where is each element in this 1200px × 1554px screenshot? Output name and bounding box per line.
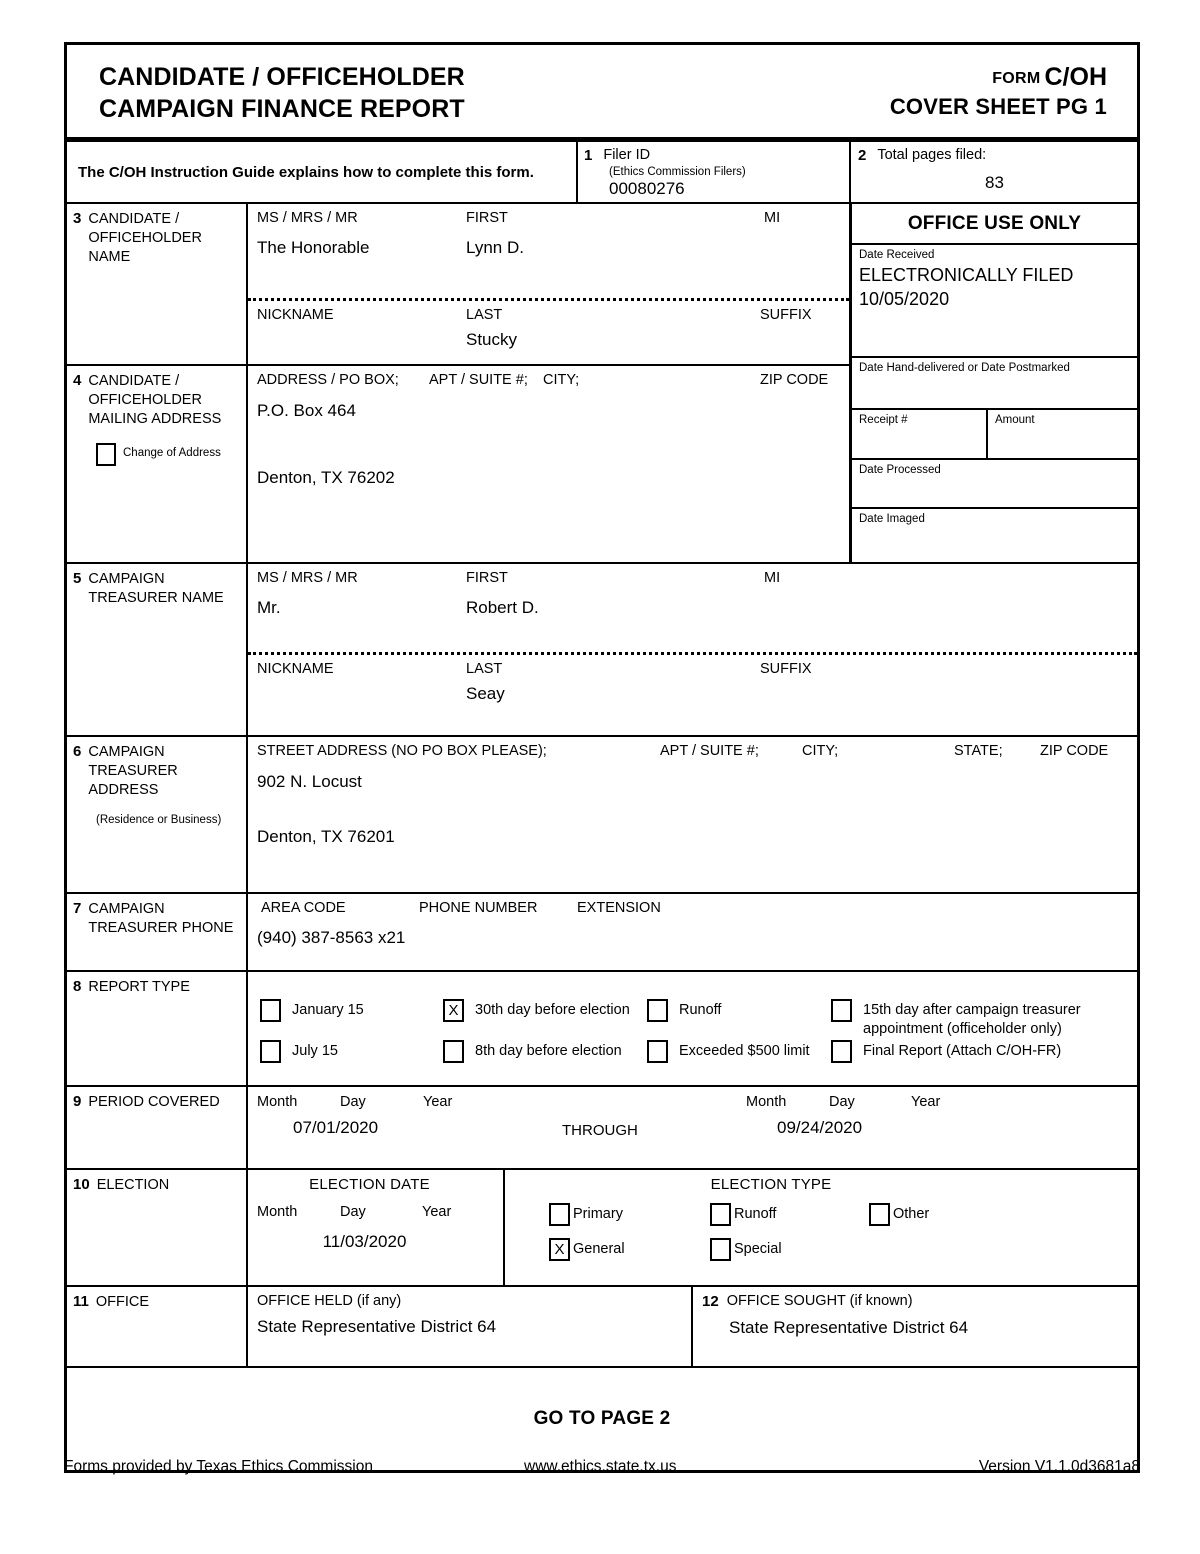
- treasurer-address-label-wrap: [73, 743, 242, 800]
- candidate-hdr-nickname: NICKNAME: [257, 307, 334, 323]
- report-type-label-8th-day: 8th day before election: [475, 1043, 622, 1059]
- total-pages-cell: [851, 142, 1137, 202]
- office-held-value[interactable]: State Representative District 64: [257, 1317, 497, 1336]
- office-sought-label: OFFICE SOUGHT (if known): [726, 1293, 913, 1309]
- page-title: [99, 61, 465, 125]
- title-line-2: CAMPAIGN FINANCE REPORT: [99, 95, 465, 123]
- election-type-label-primary: Primary: [573, 1206, 623, 1222]
- treasurer-phone-label-wrap: [73, 900, 242, 938]
- report-type-label-wrap: [73, 978, 242, 997]
- election-type-option-primary[interactable]: [549, 1203, 623, 1226]
- candidate-name-row: [67, 204, 849, 366]
- report-type-checkbox-final-report[interactable]: [831, 1040, 852, 1063]
- candidate-hdr-last: LAST: [466, 307, 503, 323]
- candidate-hdr-suffix: SUFFIX: [760, 307, 812, 323]
- treasurer-address-row: [67, 737, 1137, 894]
- treasurer-name-headers-bottom: [257, 661, 1129, 681]
- election-type-checkbox-primary[interactable]: [549, 1203, 570, 1226]
- candidate-name-bottom: [248, 301, 849, 356]
- footer-center-text: www.ethics.state.tx.us: [524, 1458, 677, 1475]
- treasurer-address-label: CAMPAIGN TREASURER ADDRESS: [88, 744, 178, 799]
- treasurer-name-label-cell: [67, 564, 248, 735]
- phone-hdr-extension: EXTENSION: [577, 900, 661, 916]
- period-hdr-month-from: Month: [257, 1094, 298, 1110]
- candidate-name-label-wrap: [73, 210, 242, 267]
- treasurer-name-label: CAMPAIGN TREASURER NAME: [88, 571, 224, 607]
- election-hdr-day: Day: [340, 1204, 366, 1220]
- treasurer-address-line-2[interactable]: Denton, TX 76201: [257, 827, 395, 846]
- go-to-page-text: GO TO PAGE 2: [533, 1408, 671, 1429]
- footer-right-text: Version V1.1.0d3681a8: [978, 1458, 1140, 1475]
- office-held-label: OFFICE HELD (if any): [257, 1293, 402, 1309]
- election-type-cell: [505, 1170, 1137, 1285]
- candidate-val-last[interactable]: Stucky: [466, 330, 518, 349]
- treasurer-phone-number: 7: [73, 900, 82, 917]
- treasurer-hdr-suffix: SUFFIX: [760, 661, 812, 677]
- form-header: [67, 45, 1137, 137]
- report-type-checkbox-8th-day[interactable]: [443, 1040, 464, 1063]
- mailing-address-label: CANDIDATE / OFFICEHOLDER MAILING ADDRESS: [88, 373, 222, 428]
- treasurer-phone-label: CAMPAIGN TREASURER PHONE: [88, 901, 234, 937]
- date-received-box: [852, 245, 1137, 358]
- election-type-label-other: Other: [893, 1206, 930, 1222]
- candidate-name-fields: [248, 204, 849, 364]
- treasurer-phone-value[interactable]: (940) 387-8563 x21: [257, 928, 406, 947]
- filer-id-sublabel: (Ethics Commission Filers): [609, 166, 746, 178]
- treasurer-hdr-zip: ZIP CODE: [1040, 743, 1109, 759]
- treasurer-hdr-state: STATE;: [954, 743, 1003, 759]
- office-sought-heading: [702, 1293, 1129, 1310]
- treasurer-name-values-bottom: [257, 684, 1129, 710]
- period-covered-label: PERIOD COVERED: [88, 1094, 220, 1110]
- instruction-guide-cell: [67, 142, 578, 202]
- receipt-amount-box: [852, 410, 1137, 460]
- treasurer-hdr-city: CITY;: [802, 743, 839, 759]
- report-type-checkbox-january-15[interactable]: [260, 999, 281, 1022]
- candidate-name-label-cell: [67, 204, 248, 364]
- treasurer-name-fields: [248, 564, 1137, 735]
- period-hdr-year-from: Year: [423, 1094, 453, 1110]
- election-number: 10: [73, 1176, 90, 1193]
- date-hand-delivered-label: Date Hand-delivered or Date Postmarked: [859, 362, 1070, 374]
- amount-cell: [988, 410, 1137, 458]
- report-type-label-july-15: July 15: [292, 1043, 338, 1059]
- date-hand-delivered-box: [852, 358, 1137, 410]
- report-type-checkbox-15th-day[interactable]: [831, 999, 852, 1022]
- filer-id-cell: [578, 142, 851, 202]
- report-type-label-15th-day: 15th day after campaign treasurer appointment (officeholder only): [863, 1002, 1081, 1038]
- date-processed-box: [852, 460, 1137, 509]
- date-received-label: Date Received: [859, 249, 935, 261]
- change-of-address-label: Change of Address: [123, 447, 221, 460]
- total-pages-number: 2: [858, 147, 867, 164]
- report-type-option-january-15[interactable]: [260, 999, 440, 1022]
- date-imaged-label: Date Imaged: [859, 513, 925, 525]
- treasurer-phone-row: [67, 894, 1137, 972]
- election-type-label-runoff: Runoff: [734, 1206, 777, 1222]
- treasurer-name-row: [67, 564, 1137, 737]
- report-type-label-january-15: January 15: [292, 1002, 364, 1018]
- form-word-label: FORM: [992, 70, 1041, 87]
- candidate-name-top: [248, 204, 849, 298]
- period-covered-row: [67, 1087, 1137, 1170]
- office-row: [67, 1287, 1137, 1368]
- name-and-address-block: [67, 204, 1137, 564]
- change-of-address-checkbox[interactable]: [96, 443, 116, 466]
- office-label-cell: [67, 1287, 248, 1366]
- title-line-1: CANDIDATE / OFFICEHOLDER: [99, 63, 465, 91]
- period-covered-values: [257, 1118, 1129, 1148]
- mailing-hdr-zip: ZIP CODE: [760, 372, 829, 388]
- mailing-hdr-city: CITY;: [543, 372, 580, 388]
- office-use-only-panel: [849, 204, 1137, 562]
- mailing-address-fields: [248, 366, 849, 562]
- treasurer-hdr-nickname: NICKNAME: [257, 661, 334, 677]
- mailing-address-label-wrap: [73, 372, 242, 429]
- report-type-checkbox-30th-day[interactable]: X: [443, 999, 464, 1022]
- report-type-option-8th-day[interactable]: [443, 1040, 653, 1063]
- candidate-name-values-bottom: [257, 330, 841, 356]
- report-type-label-final-report: Final Report (Attach C/OH-FR): [863, 1043, 1062, 1059]
- office-number: 11: [73, 1293, 89, 1310]
- mailing-address-row: [67, 366, 849, 562]
- mailing-address-number: 4: [73, 372, 82, 389]
- filer-id-label: Filer ID: [603, 147, 651, 163]
- treasurer-hdr-first: FIRST: [466, 570, 508, 586]
- office-sought-cell: [693, 1287, 1137, 1366]
- election-label-wrap: [73, 1176, 242, 1195]
- mailing-address-headers: [257, 372, 841, 392]
- report-type-checkbox-exceeded-500[interactable]: [647, 1040, 668, 1063]
- mailing-address-line-1[interactable]: P.O. Box 464: [257, 401, 356, 420]
- treasurer-name-headers-top: [257, 570, 1129, 590]
- form-code: C/OH: [1044, 63, 1107, 91]
- election-type-checkbox-general[interactable]: X: [549, 1238, 570, 1261]
- report-type-label-exceeded-500: Exceeded $500 limit: [679, 1043, 810, 1059]
- candidate-hdr-title: MS / MRS / MR: [257, 210, 358, 226]
- amount-label: Amount: [995, 414, 1035, 426]
- report-type-option-exceeded-500[interactable]: [647, 1040, 827, 1063]
- treasurer-name-bottom: [248, 655, 1137, 710]
- report-type-option-july-15[interactable]: [260, 1040, 440, 1063]
- election-type-option-runoff[interactable]: [710, 1203, 776, 1226]
- date-processed-label: Date Processed: [859, 464, 941, 476]
- candidate-name-headers-top: [257, 210, 841, 230]
- period-covered-number: 9: [73, 1093, 82, 1110]
- election-type-checkbox-runoff[interactable]: [710, 1203, 731, 1226]
- election-type-checkbox-other[interactable]: [869, 1203, 890, 1226]
- election-type-option-other[interactable]: [869, 1203, 929, 1226]
- filer-id-number: 1: [584, 147, 593, 164]
- treasurer-hdr-last: LAST: [466, 661, 503, 677]
- receipt-label: Receipt #: [859, 414, 908, 426]
- period-covered-headers: [257, 1094, 1129, 1118]
- office-sought-value[interactable]: State Representative District 64: [729, 1318, 969, 1337]
- election-type-options: [505, 1203, 1137, 1289]
- report-type-label-runoff: Runoff: [679, 1002, 722, 1018]
- election-label-cell: [67, 1170, 248, 1285]
- report-type-row: [67, 972, 1137, 1087]
- election-date-cell: [248, 1170, 505, 1285]
- form-identifier: [890, 61, 1107, 121]
- report-type-checkbox-july-15[interactable]: [260, 1040, 281, 1063]
- report-type-option-30th-day[interactable]: [443, 999, 653, 1022]
- period-through-label: THROUGH: [562, 1122, 638, 1139]
- period-from-value[interactable]: 07/01/2020: [293, 1118, 379, 1137]
- receipt-cell: [852, 410, 988, 458]
- treasurer-address-label-cell: [67, 737, 248, 892]
- report-type-option-15th-day[interactable]: [831, 999, 1086, 1040]
- election-type-option-general[interactable]: [549, 1238, 625, 1261]
- treasurer-address-line-1[interactable]: 902 N. Locust: [257, 772, 362, 791]
- report-type-label: REPORT TYPE: [88, 979, 190, 995]
- treasurer-val-first[interactable]: Robert D.: [466, 598, 539, 617]
- candidate-hdr-mi: MI: [764, 210, 781, 226]
- period-hdr-day-to: Day: [829, 1094, 855, 1110]
- candidate-hdr-first: FIRST: [466, 210, 508, 226]
- instruction-guide-text: The C/OH Instruction Guide explains how to complete this form.: [78, 163, 534, 181]
- election-date-headers: [248, 1204, 503, 1228]
- candidate-name-number: 3: [73, 210, 82, 227]
- mailing-address-label-cell: [67, 366, 248, 562]
- filer-id-value: 00080276: [609, 179, 685, 198]
- treasurer-phone-headers: [261, 900, 1129, 920]
- period-hdr-day-from: Day: [340, 1094, 366, 1110]
- date-received-value-line-2: 10/05/2020: [859, 288, 950, 309]
- candidate-name-values-top: [257, 238, 841, 264]
- treasurer-phone-fields: [248, 894, 1137, 970]
- report-type-number: 8: [73, 978, 82, 995]
- report-type-label-30th-day: 30th day before election: [475, 1002, 630, 1018]
- total-pages-value: 83: [985, 173, 1004, 192]
- election-row: [67, 1170, 1137, 1287]
- candidate-val-title[interactable]: The Honorable: [257, 238, 370, 257]
- office-use-only-title: OFFICE USE ONLY: [852, 204, 1137, 245]
- change-of-address-row[interactable]: [96, 443, 242, 466]
- period-hdr-year-to: Year: [911, 1094, 941, 1110]
- report-type-option-final-report[interactable]: [831, 1040, 1086, 1063]
- phone-hdr-number: PHONE NUMBER: [419, 900, 538, 916]
- treasurer-name-top: [248, 564, 1137, 652]
- form-frame: [64, 42, 1140, 1473]
- treasurer-val-last[interactable]: Seay: [466, 684, 505, 703]
- report-type-label-cell: [67, 972, 248, 1085]
- mailing-hdr-apt: APT / SUITE #;: [429, 372, 528, 388]
- date-imaged-box: [852, 509, 1137, 559]
- election-type-option-special[interactable]: [710, 1238, 782, 1261]
- office-label-wrap: [73, 1293, 242, 1312]
- treasurer-val-title[interactable]: Mr.: [257, 598, 281, 617]
- election-type-heading: ELECTION TYPE: [710, 1176, 832, 1193]
- election-type-label-general: General: [573, 1241, 625, 1257]
- election-hdr-year: Year: [422, 1204, 452, 1220]
- election-label: ELECTION: [96, 1177, 170, 1193]
- office-sought-number: 12: [702, 1293, 719, 1310]
- cover-sheet-label: COVER SHEET PG 1: [889, 94, 1107, 119]
- treasurer-hdr-apt: APT / SUITE #;: [660, 743, 759, 759]
- office-held-cell: [248, 1287, 693, 1366]
- election-type-checkbox-special[interactable]: [710, 1238, 731, 1261]
- treasurer-name-number: 5: [73, 570, 82, 587]
- office-held-heading: [257, 1293, 683, 1309]
- date-received-value-line-1: ELECTRONICALLY FILED: [859, 265, 1074, 285]
- period-covered-fields: [248, 1087, 1137, 1168]
- candidate-name-label: CANDIDATE / OFFICEHOLDER NAME: [88, 211, 202, 266]
- election-date-value[interactable]: 11/03/2020: [322, 1232, 407, 1251]
- period-covered-label-wrap: [73, 1093, 242, 1112]
- treasurer-address-fields: [248, 737, 1137, 892]
- period-to-value[interactable]: 09/24/2020: [777, 1118, 863, 1137]
- treasurer-address-sublabel: (Residence or Business): [96, 814, 222, 827]
- treasurer-hdr-mi: MI: [764, 570, 781, 586]
- candidate-name-headers-bottom: [257, 307, 841, 327]
- election-hdr-month: Month: [257, 1204, 298, 1220]
- instruction-row: [67, 142, 1137, 204]
- election-type-label-special: Special: [734, 1241, 782, 1257]
- treasurer-hdr-street: STREET ADDRESS (NO PO BOX PLEASE);: [257, 743, 547, 759]
- report-type-checkbox-runoff[interactable]: [647, 999, 668, 1022]
- mailing-hdr-address: ADDRESS / PO BOX;: [257, 372, 399, 388]
- sections-3-4-left: [67, 204, 849, 562]
- page-footer: [64, 1458, 1140, 1476]
- phone-hdr-area: AREA CODE: [261, 900, 346, 916]
- report-type-options: [248, 972, 1137, 1085]
- go-to-page-row: [67, 1368, 1137, 1470]
- period-hdr-month-to: Month: [746, 1094, 787, 1110]
- treasurer-name-label-wrap: [73, 570, 242, 608]
- treasurer-name-values-top: [257, 598, 1129, 624]
- office-label: OFFICE: [95, 1294, 150, 1310]
- filer-id-heading: [584, 147, 843, 164]
- period-covered-label-cell: [67, 1087, 248, 1168]
- candidate-val-first[interactable]: Lynn D.: [466, 238, 524, 257]
- mailing-address-line-2[interactable]: Denton, TX 76202: [257, 468, 395, 487]
- election-date-heading: ELECTION DATE: [309, 1176, 430, 1193]
- treasurer-address-headers: [257, 743, 1129, 763]
- treasurer-address-number: 6: [73, 743, 82, 760]
- treasurer-hdr-title: MS / MRS / MR: [257, 570, 358, 586]
- total-pages-label: Total pages filed:: [877, 147, 987, 163]
- footer-left-text: Forms provided by Texas Ethics Commission: [64, 1458, 373, 1475]
- report-type-option-runoff[interactable]: [647, 999, 817, 1022]
- total-pages-heading: [858, 147, 1131, 164]
- treasurer-phone-label-cell: [67, 894, 248, 970]
- form-code-line: [890, 61, 1107, 93]
